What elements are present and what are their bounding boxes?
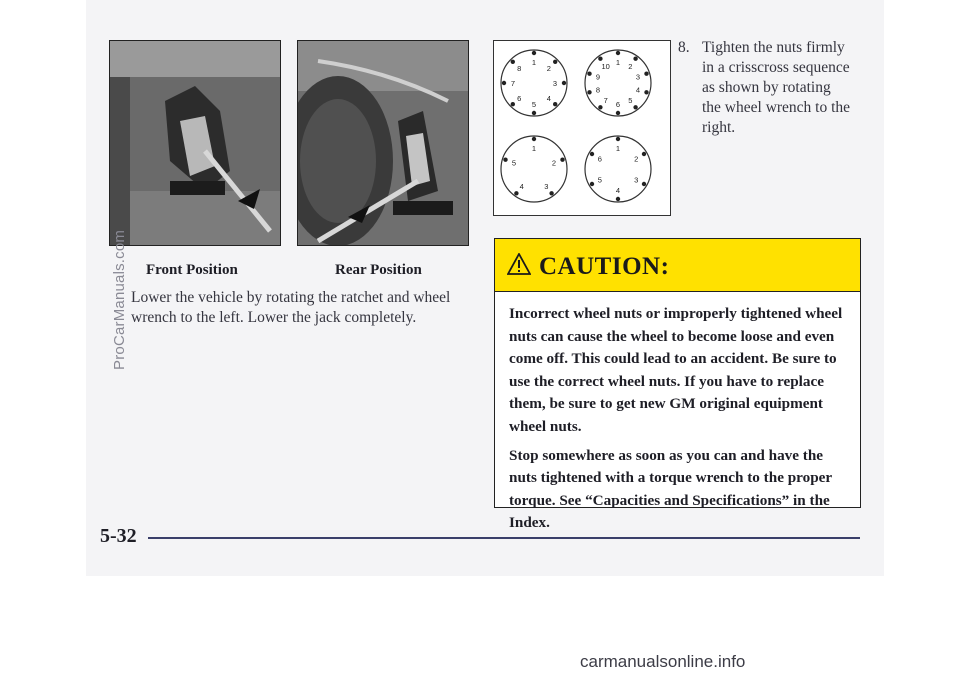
step-number: 8. [678, 39, 690, 56]
lug-sequence-label: 4 [635, 85, 641, 95]
lug-nut-dot [549, 191, 553, 195]
lug-nut-dot [532, 51, 536, 55]
lug-sequence-label: 7 [603, 96, 608, 105]
lug-nut-dot [532, 111, 536, 115]
lug-sequence-label: 4 [615, 186, 621, 195]
lug-sequence-label: 8 [517, 64, 522, 74]
lug-sequence-label: 7 [510, 79, 516, 88]
caution-title: CAUTION: [539, 253, 670, 280]
lug-nut-dot [553, 60, 557, 64]
caution-paragraph-2: Stop somewhere as soon as you can and have the nuts tightened with a torque wrench to the proper torque. See “Capacities and Specifications” in the Index. [509, 446, 832, 532]
lug-pattern-2 [585, 50, 651, 116]
lug-sequence-label: 5 [531, 100, 537, 109]
rear-position-photo [297, 40, 469, 246]
lug-nut-dot [553, 102, 557, 106]
lug-sequence-label: 5 [628, 96, 633, 105]
lug-nut-dot [642, 182, 646, 186]
lug-sequence-label: 2 [551, 158, 557, 168]
lug-nut-dot [642, 152, 646, 156]
lug-nut-dot [590, 182, 594, 186]
lug-sequence-label: 1 [531, 58, 537, 67]
lug-nut-dot [598, 105, 602, 109]
step-text: Tighten the nuts firmly in a crisscross sequence as shown by rotating the wheel wrench to the right. [702, 39, 851, 136]
lug-sequence-label: 3 [635, 72, 641, 82]
lug-sequence-label: 1 [615, 58, 621, 67]
lug-sequence-label: 4 [519, 182, 524, 191]
lug-nut-dot [644, 72, 648, 76]
lug-nut-patterns [494, 41, 670, 215]
lug-nut-dot [514, 191, 518, 195]
lug-nut-dot [587, 72, 591, 76]
caution-box [494, 238, 861, 532]
lug-sequence-label: 8 [595, 85, 601, 95]
rear-jack-illustration [298, 41, 468, 245]
lug-sequence-label: 3 [634, 175, 639, 185]
lug-nut-dot [633, 57, 637, 61]
lug-nut-dot [644, 90, 648, 94]
caution-header [495, 239, 860, 292]
lug-sequence-label: 5 [597, 175, 602, 185]
lug-pattern-3 [501, 136, 567, 202]
lug-sequence-label: 6 [517, 93, 522, 103]
lug-nut-dot [633, 105, 637, 109]
side-watermark: ProCarManuals.com [111, 229, 128, 370]
lug-nut-dot [598, 57, 602, 61]
caution-body [509, 303, 851, 541]
lug-nut-dot [587, 90, 591, 94]
lug-sequence-label: 1 [531, 144, 537, 153]
front-jack-illustration [110, 41, 280, 245]
lug-sequence-label: 3 [552, 79, 558, 88]
lug-sequence-label: 4 [546, 93, 551, 103]
lug-sequence-label: 9 [595, 72, 601, 82]
caution-paragraph-1: Incorrect wheel nuts or improperly tightened wheel nuts can cause the wheel to become loose and even come off. This could lead to an accident. Be sure to use the correct wheel nuts. If you have to replace them, be sure to get new GM original equipment wheel nuts. [509, 305, 843, 435]
page-number: 5-32 [100, 525, 137, 547]
front-position-photo [109, 40, 281, 246]
lug-nut-dot [562, 81, 566, 85]
lug-sequence-label: 6 [615, 100, 621, 109]
front-position-caption: Front Position [146, 262, 238, 278]
lug-nut-dot [616, 137, 620, 141]
lug-nut-sequence-diagram [493, 40, 671, 216]
rear-position-caption: Rear Position [335, 262, 422, 278]
warning-triangle-icon [507, 253, 531, 275]
lug-nut-dot [502, 81, 506, 85]
lug-nut-dot [590, 152, 594, 156]
bottom-watermark: carmanualsonline.info [580, 652, 746, 671]
lug-sequence-label: 2 [546, 64, 551, 74]
lug-nut-dot [503, 158, 507, 162]
lug-nut-dot [616, 51, 620, 55]
lug-sequence-label: 10 [601, 62, 610, 71]
footer-rule [148, 537, 860, 539]
lug-nut-dot [560, 158, 564, 162]
lug-sequence-label: 2 [634, 154, 639, 164]
lug-nut-dot [511, 102, 515, 106]
lug-sequence-label: 3 [544, 182, 549, 191]
lug-nut-dot [511, 60, 515, 64]
lug-pattern-4 [585, 136, 651, 202]
lug-pattern-1 [501, 50, 567, 116]
lug-sequence-label: 1 [615, 144, 621, 153]
lug-sequence-label: 6 [597, 154, 602, 164]
lug-sequence-label: 2 [628, 62, 633, 71]
lug-nut-dot [616, 111, 620, 115]
lower-vehicle-instruction: Lower the vehicle by rotating the ratchet and wheel wrench to the left. Lower the jack completely. [131, 289, 451, 326]
lug-sequence-label: 5 [511, 158, 517, 168]
lug-nut-dot [616, 197, 620, 201]
lug-nut-dot [532, 137, 536, 141]
